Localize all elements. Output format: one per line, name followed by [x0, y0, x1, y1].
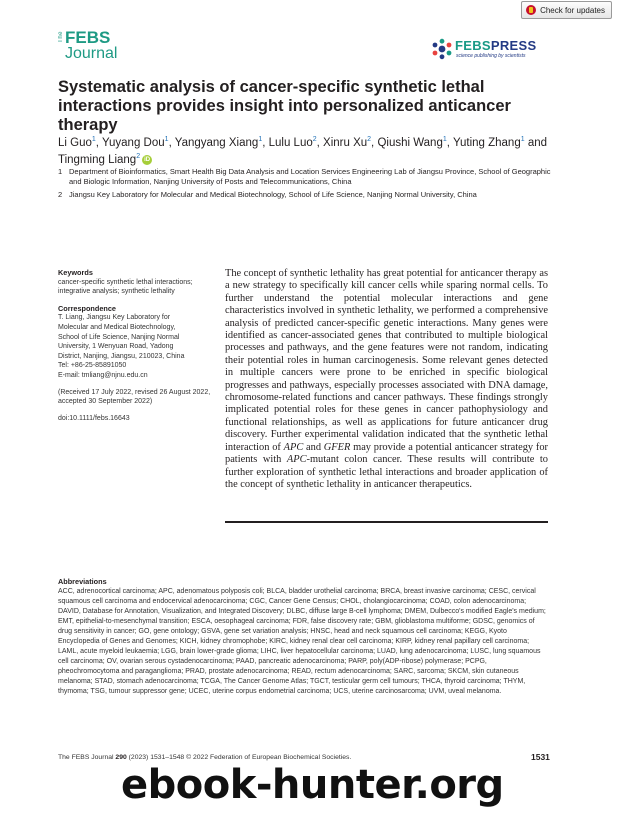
orcid-icon[interactable]: iD: [144, 157, 151, 164]
author[interactable]: [58, 154, 152, 166]
abbreviations-block: [58, 577, 550, 697]
gene-apc: APC: [283, 441, 304, 453]
abstract-divider: [225, 521, 548, 523]
author[interactable]: [377, 137, 446, 149]
affiliation-text: Department of Bioinformatics, Smart Health Big Data Analysis and Location Services Engineering Lab of Jiangsu Province, School of Geographic and Biologic Information, Nanjing University of Posts and Telecommunications, China: [69, 167, 551, 186]
abstract: [225, 268, 548, 491]
author-affiliation-sup: 1: [91, 136, 96, 143]
check-for-updates-button[interactable]: [521, 1, 612, 19]
affiliation-number: 1: [58, 167, 63, 176]
check-for-updates-label: Check for updates: [540, 5, 605, 15]
affiliation-text: Jiangsu Key Laboratory for Molecular and Medical Biotechnology, School of Life Science, Nanjing Normal University, China: [69, 190, 477, 199]
affiliation-2: [58, 190, 558, 200]
logo-journal-text: Journal: [65, 45, 118, 62]
abbreviations-heading: Abbreviations: [58, 577, 107, 586]
article-title: Systematic analysis of cancer-specific synthetic lethal interactions provides insight into personalized anticancer therapy: [58, 78, 511, 134]
article-info-sidebar: [58, 268, 213, 430]
author[interactable]: [323, 137, 371, 149]
author-separator: and: [524, 136, 548, 149]
correspondence-line: University, 1 Wenyuan Road, Yadong: [58, 343, 174, 351]
press-logo-name: [455, 39, 536, 53]
author-separator: ,: [168, 136, 175, 149]
author-name: Xinru Xu: [323, 136, 368, 149]
author-name: Lulu Luo: [268, 136, 313, 149]
abstract-text-3: may provide a potential anticancer strategy for patients with: [225, 441, 549, 466]
keywords-text: cancer-specific synthetic lethal interactions; integrative analysis; synthetic lethality: [58, 278, 193, 296]
footer-journal: The FEBS Journal: [58, 754, 116, 761]
affiliation-1: [58, 167, 558, 187]
abstract-text-4: -mutant colon cancer. These results will contribute to further exploration of synthetic lethal interactions and broader application of the concept of synthetic lethality in anticancer therapeutics.: [225, 454, 548, 490]
author-affiliation-sup: 2: [312, 136, 317, 143]
author-separator: ,: [446, 136, 453, 149]
correspondence-line: School of Life Science, Nanjing Normal: [58, 333, 180, 341]
page-number: 1531: [531, 752, 550, 762]
correspondence-line: Molecular and Medical Biotechnology,: [58, 323, 176, 331]
logo-febs-text: FEBS: [65, 28, 111, 47]
author[interactable]: [175, 137, 262, 149]
author-list: [58, 133, 558, 168]
keywords-block: [58, 268, 213, 297]
press-logo-tagline: science publishing by scientists: [456, 53, 526, 59]
author-name: Yangyang Xiang: [174, 136, 259, 149]
author[interactable]: [58, 137, 96, 149]
footer-copyright: (2023) 1531–1548 © 2022 Federation of European Biochemical Societies.: [126, 754, 352, 761]
author-affiliation-sup: 1: [258, 136, 263, 143]
author-affiliation-sup: 1: [442, 136, 447, 143]
correspondence-line: T. Liang, Jiangsu Key Laboratory for: [58, 314, 171, 322]
correspondence-line: District, Nanjing, Jiangsu, 210023, China: [58, 352, 185, 360]
abbreviations-text: ACC, adrenocortical carcinoma; APC, adenomatous polyposis coli; BLCA, bladder urothelial carcinoma; BRCA, breast invasive carcinoma; CESC, cervical squamous cell carcinoma and endocervical adenocarcinoma; CGC, Cancer Gene Census; CHOL, cholangiocarcinoma; COAD, colon adenocarcinoma; DAVID, Database for Annotation, Visualization, and Integrated Discovery; DLBC, diffuse large B-cell lymphoma; DMEM, Dulbecco's modified Eagle's medium; EMT, epithelial-to-mesenchymal transition; ESCA, oesophageal carcinoma; FDR, false discovery rate; GBM, glioblastoma multiforme; GDSC, genomics of drug sensitivity in cancer; GO, gene ontology; GSVA, gene set variation analysis; HNSC, head and neck squamous cell carcinoma; KEGG, Kyoto Encyclopedia of Genes and Genomes; KICH, kidney chromophobe; KIRC, kidney renal clear cell carcinoma; KIRP, kidney renal papillary cell carcinoma; LAML, acute myeloid leukaemia; LGG, brain lower-grade glioma; LIHC, liver hepatocellular carcinoma; LUAD, lung adenocarcinoma; LUSC, lung squamous cell carcinoma; OV, ovarian serous cystadenocarcinoma; PAAD, pancreatic adenocarcinoma; PARP, poly(ADP-ribose) polymerase; PCPG, pheochromocytoma and paraganglioma; PRAD, prostate adenocarcinoma; READ, rectum adenocarcinoma; SARC, sarcoma; SKCM, skin cutaneous melanoma; STAD, stomach adenocarcinoma; TCGA, The Cancer Genome Atlas; TGCT, testicular germ cell tumours; THCA, thyroid carcinoma; THYM, thymoma; TSG, tumour suppressor gene; UCEC, uterine corpus endometrial carcinoma; UCS, uterine carcinosarcoma; UVM, uveal melanoma.: [58, 588, 546, 695]
author[interactable]: [453, 137, 525, 149]
gene-apc-mutant: APC: [286, 454, 307, 466]
author-name: Qiushi Wang: [377, 136, 443, 149]
author-affiliation-sup: 1: [520, 136, 525, 143]
author-separator: ,: [262, 136, 269, 149]
keywords-heading: Keywords: [58, 268, 93, 277]
correspondence-block: [58, 304, 213, 381]
affiliation-number: 2: [58, 190, 63, 199]
author[interactable]: [269, 137, 317, 149]
footer-volume: 290: [115, 754, 127, 761]
febs-journal-logo: [58, 29, 132, 63]
febs-press-logo: [431, 38, 543, 62]
press-logo-febs: FEBS: [455, 38, 491, 53]
author-separator: ,: [95, 136, 102, 149]
crossmark-icon: [526, 5, 536, 15]
author-name: Tingming Liang: [58, 154, 137, 167]
author-affiliation-sup: 2: [136, 153, 141, 161]
abstract-text-2: and: [303, 441, 324, 453]
author-name: Yuyang Dou: [101, 136, 165, 149]
author-affiliation-sup: 1: [164, 136, 169, 143]
febs-press-dots-icon: [431, 38, 453, 60]
author-name: Li Guo: [58, 136, 92, 149]
correspondence-phone: Tel: +86-25-85891050: [58, 362, 127, 370]
watermark-text: ebook-hunter.org: [121, 762, 504, 808]
author-name: Yuting Zhang: [452, 136, 521, 149]
doi-link[interactable]: doi:10.1111/febs.16643: [58, 414, 130, 422]
author-separator: ,: [371, 136, 378, 149]
gene-gfer: GFER: [323, 441, 351, 453]
author-affiliation-sup: 2: [367, 136, 372, 143]
page-footer: [58, 754, 351, 761]
abstract-text-1: The concept of synthetic lethality has great potential for anticancer therapy as a new strategy to specifically kill cancer cells while sparing normal cells. To further understand the potential molecular interactions and gene characteristics involved in synthetic lethality, we performed a comprehensive analysis of predicted cancer-specific genetic interactions. Many genes were identified as cancer-associated genes that contributed to multiple biological processes and pathways, and the gene features were not random, indicating their potential roles in human carcinogenesis. Some relevant genes detected in multiple cancers were prone to be enriched in specific biological progresses and pathways, especially processes associated with DNA damage, chromosome-related functions and cancer pathways. These findings strongly implicated potential roles for these genes in cancer pathophysiology and functional relationships, as well as applications for future anticancer drug discovery. Further experimental validation indicated that the synthetic lethal interaction of: [225, 268, 548, 453]
author[interactable]: [102, 137, 169, 149]
author-separator: ,: [316, 136, 324, 149]
logo-the-text: The: [58, 31, 64, 43]
correspondence-heading: Correspondence: [58, 303, 116, 313]
correspondence-email: E-mail: tmliang@njnu.edu.cn: [58, 371, 148, 379]
press-logo-press: PRESS: [490, 38, 537, 53]
received-dates: (Received 17 July 2022, revised 26 August 2022, accepted 30 September 2022): [58, 388, 211, 406]
